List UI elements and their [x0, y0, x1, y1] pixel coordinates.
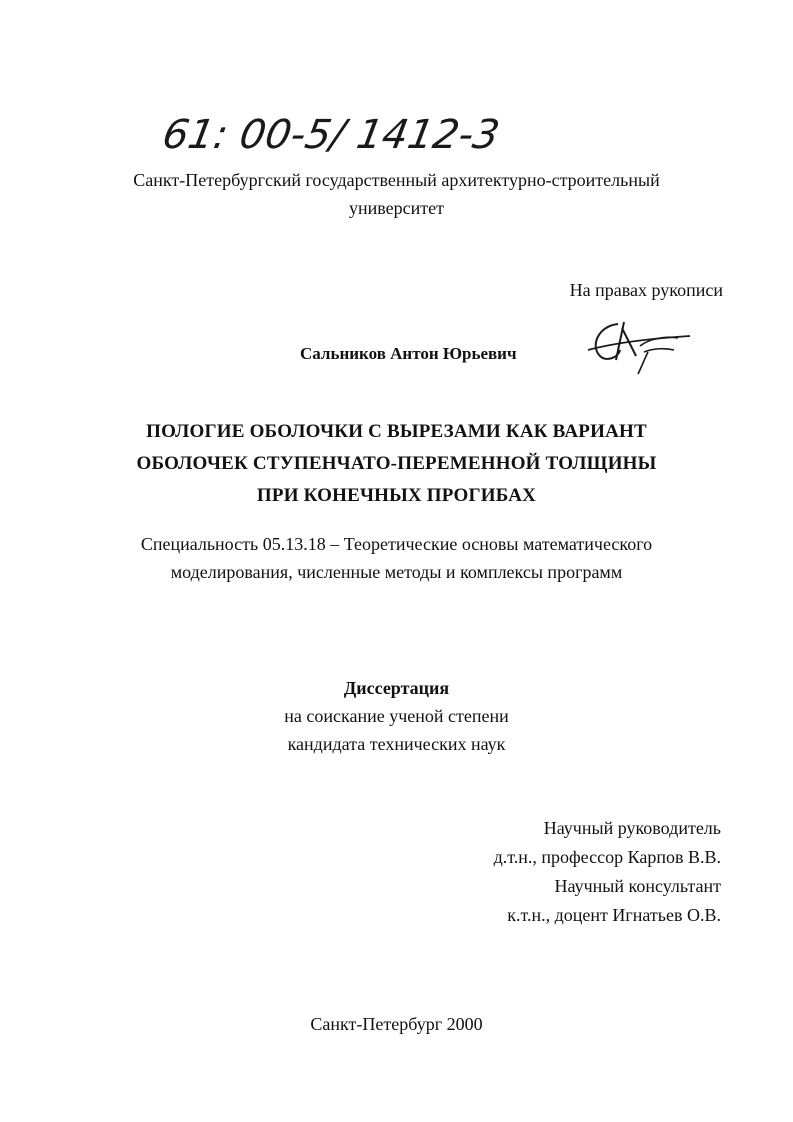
handwritten-code-text: 61: 00-5/ 1412-3: [159, 111, 503, 158]
rights-note: На правах рукописи: [569, 280, 723, 300]
signature-drawing: [578, 316, 698, 376]
consultant-name: к.т.н., доцент Игнатьев О.В.: [507, 905, 721, 925]
dissertation-label: Диссертация: [343, 678, 450, 698]
institution-line-2: университет: [349, 198, 444, 218]
specialty-line-2: моделирования, численные методы и комплексы программ: [170, 562, 623, 582]
handwritten-code-drawing: [159, 96, 550, 166]
title-line-2: ОБОЛОЧЕК СТУПЕНЧАТО-ПЕРЕМЕННОЙ ТОЛЩИНЫ: [136, 453, 657, 474]
specialty-block: [0, 530, 793, 586]
dissertation-title: [0, 416, 793, 512]
supervisor-role: Научный руководитель: [543, 818, 721, 838]
specialty-line-1: Специальность 05.13.18 – Теоретические основы математического: [140, 534, 653, 554]
author-name: Сальников Антон Юрьевич: [300, 344, 517, 363]
degree-line-1: на соискание ученой степени: [284, 706, 509, 726]
dissertation-block: [0, 674, 793, 758]
degree-line-2: кандидата технических наук: [287, 734, 506, 754]
author-signature: [578, 316, 698, 376]
title-line-1: ПОЛОГИЕ ОБОЛОЧКИ С ВЫРЕЗАМИ КАК ВАРИАНТ: [146, 421, 647, 442]
title-line-3: ПРИ КОНЕЧНЫХ ПРОГИБАХ: [256, 485, 537, 506]
institution-line-1: Санкт-Петербургский государственный архитектурно-строительный: [133, 170, 660, 190]
handwritten-library-code: [159, 96, 550, 166]
consultant-role: Научный консультант: [554, 876, 721, 896]
supervisors-block: [494, 814, 721, 930]
supervisor-name: д.т.н., профессор Карпов В.В.: [493, 847, 721, 867]
city-year: Санкт-Петербург 2000: [310, 1014, 483, 1034]
institution-block: [0, 166, 793, 222]
